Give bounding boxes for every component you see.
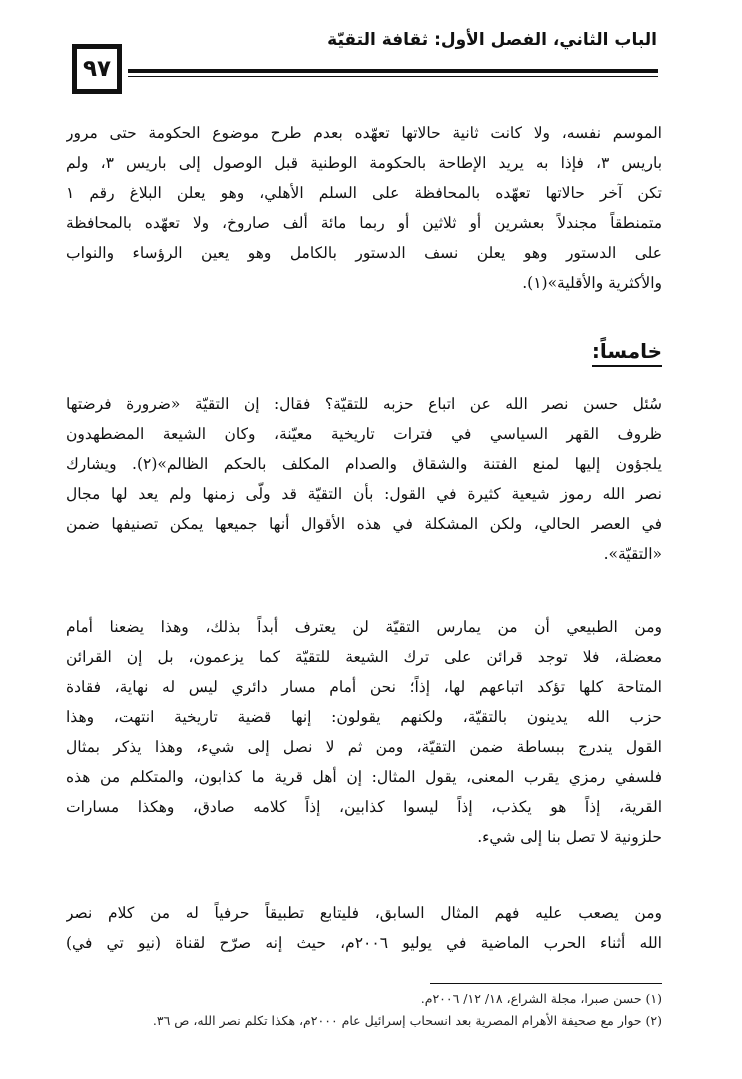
text-line: ظروف القهر السياسي في فترات تاريخية معيّنة، وكان الشيعة المضطهدون: [66, 425, 662, 443]
text-line: ومن الطبيعي أن من يمارس التقيّة لن يعترف أبداً بذلك، وهذا يضعنا أمام: [66, 618, 662, 636]
page-header: [0, 0, 742, 110]
text-line: نصر الله رموز شيعية كثيرة في القول: بأن التقيّة قد ولّى زمنها ولم يعد لها مجال: [66, 485, 662, 503]
text-line: القرية، إذاً هو يكذب، إذاً ليسوا كذابين، إذاً كلامه صادق، وهكذا مسارات: [66, 798, 662, 816]
text-line: الله أثناء الحرب الماضية في يوليو ٢٠٠٦م، حيث إنه صرّح لقناة (نيو تي في): [66, 934, 662, 952]
text-line: حزب الله يدينون بالتقيّة، ولكنهم يقولون: إنها قضية تاريخية انتهت، وهذا: [66, 708, 662, 726]
text-line: على الدستور وهو يعلن نسف الدستور بالكامل وهو يعين الرؤساء والنواب: [66, 244, 662, 262]
text-line: في العصر الحالي، ولكن المشكلة في هذه الأقوال أنها جميعها يمكن تصنيفها ضمن: [66, 515, 662, 533]
header-rule-thin: [128, 76, 658, 77]
text-line: سُئل حسن نصر الله عن اتباع حزبه للتقيّة؟ فقال: إن التقيّة «ضرورة فرضتها: [66, 395, 662, 413]
text-line: تكن آخر حالاتها تعهّده بالمحافظة على السلم الأهلي، وهو يعلن البلاغ رقم ١: [66, 184, 662, 202]
paragraph-4: [66, 898, 662, 958]
text-line: فلسفي رمزي يقرب المعنى، يقول المثال: إن أهل قرية ما كذابون، والمتكلم من هذه: [66, 768, 662, 786]
section-heading: خامساً:: [592, 339, 662, 367]
text-line: ومن يصعب عليه فهم المثال السابق، فليتابع تطبيقاً حرفياً له من كلام نصر: [66, 904, 662, 922]
text-line: الموسم نفسه، ولا كانت ثانية حالاتها تعهّده بعدم طرح موضوع الحكومة حتى مرور: [66, 124, 662, 142]
running-title: الباب الثاني، الفصل الأول: ثقافة التقيّة: [327, 30, 657, 50]
paragraph-1: [66, 118, 662, 298]
text-line: «التقيّة».: [603, 545, 662, 563]
paragraph-3: [66, 612, 662, 852]
text-line: باريس ٣، فإذا به يريد الإطاحة بالحكومة الوطنية قبل الوصول إلى باريس ٣، ولم: [66, 154, 662, 172]
text-line: القول يندرج ببساطة ضمن التقيّة، ومن ثم لا نصل إلى شيء، وهذا يذكر بمثال: [66, 738, 662, 756]
text-line: معضلة، فلا توجد قرائن على ترك الشيعة للتقيّة كما يزعمون، بل إن القرائن: [66, 648, 662, 666]
text-line: متمنطقاً مجندلاً بعشرين أو ثلاثين أو ربما مائة ألف صاروخ، ولا تعهّده بالمحافظة: [66, 214, 662, 232]
text-line: والأكثرية والأقلية»(١).: [522, 274, 662, 292]
page-number: ٩٧: [72, 44, 122, 94]
text-line: حلزونية لا تصل بنا إلى شيء.: [477, 828, 662, 846]
footnotes: [66, 988, 662, 1032]
footnote-separator: [430, 983, 662, 984]
footnote: (٢) حوار مع صحيفة الأهرام المصرية بعد انسحاب إسرائيل عام ٢٠٠٠م، هكذا تكلم نصر الله، ص ٣٦.: [152, 1013, 662, 1028]
text-line: المتاحة كلها تؤكد اتباعهم لها، إذاً؛ نحن أمام مسار دائري ليس له نهاية، فقادة: [66, 678, 662, 696]
text-line: يلجؤون إليها لمنع الفتنة والشقاق والصدام المكلف بالحكم الظالم»(٢). ويشارك: [66, 455, 662, 473]
header-rule-thick: [128, 69, 658, 73]
footnote: (١) حسن صبرا، مجلة الشراع، ١٨/ ١٢/ ٢٠٠٦م.: [420, 991, 662, 1006]
paragraph-2: [66, 389, 662, 569]
